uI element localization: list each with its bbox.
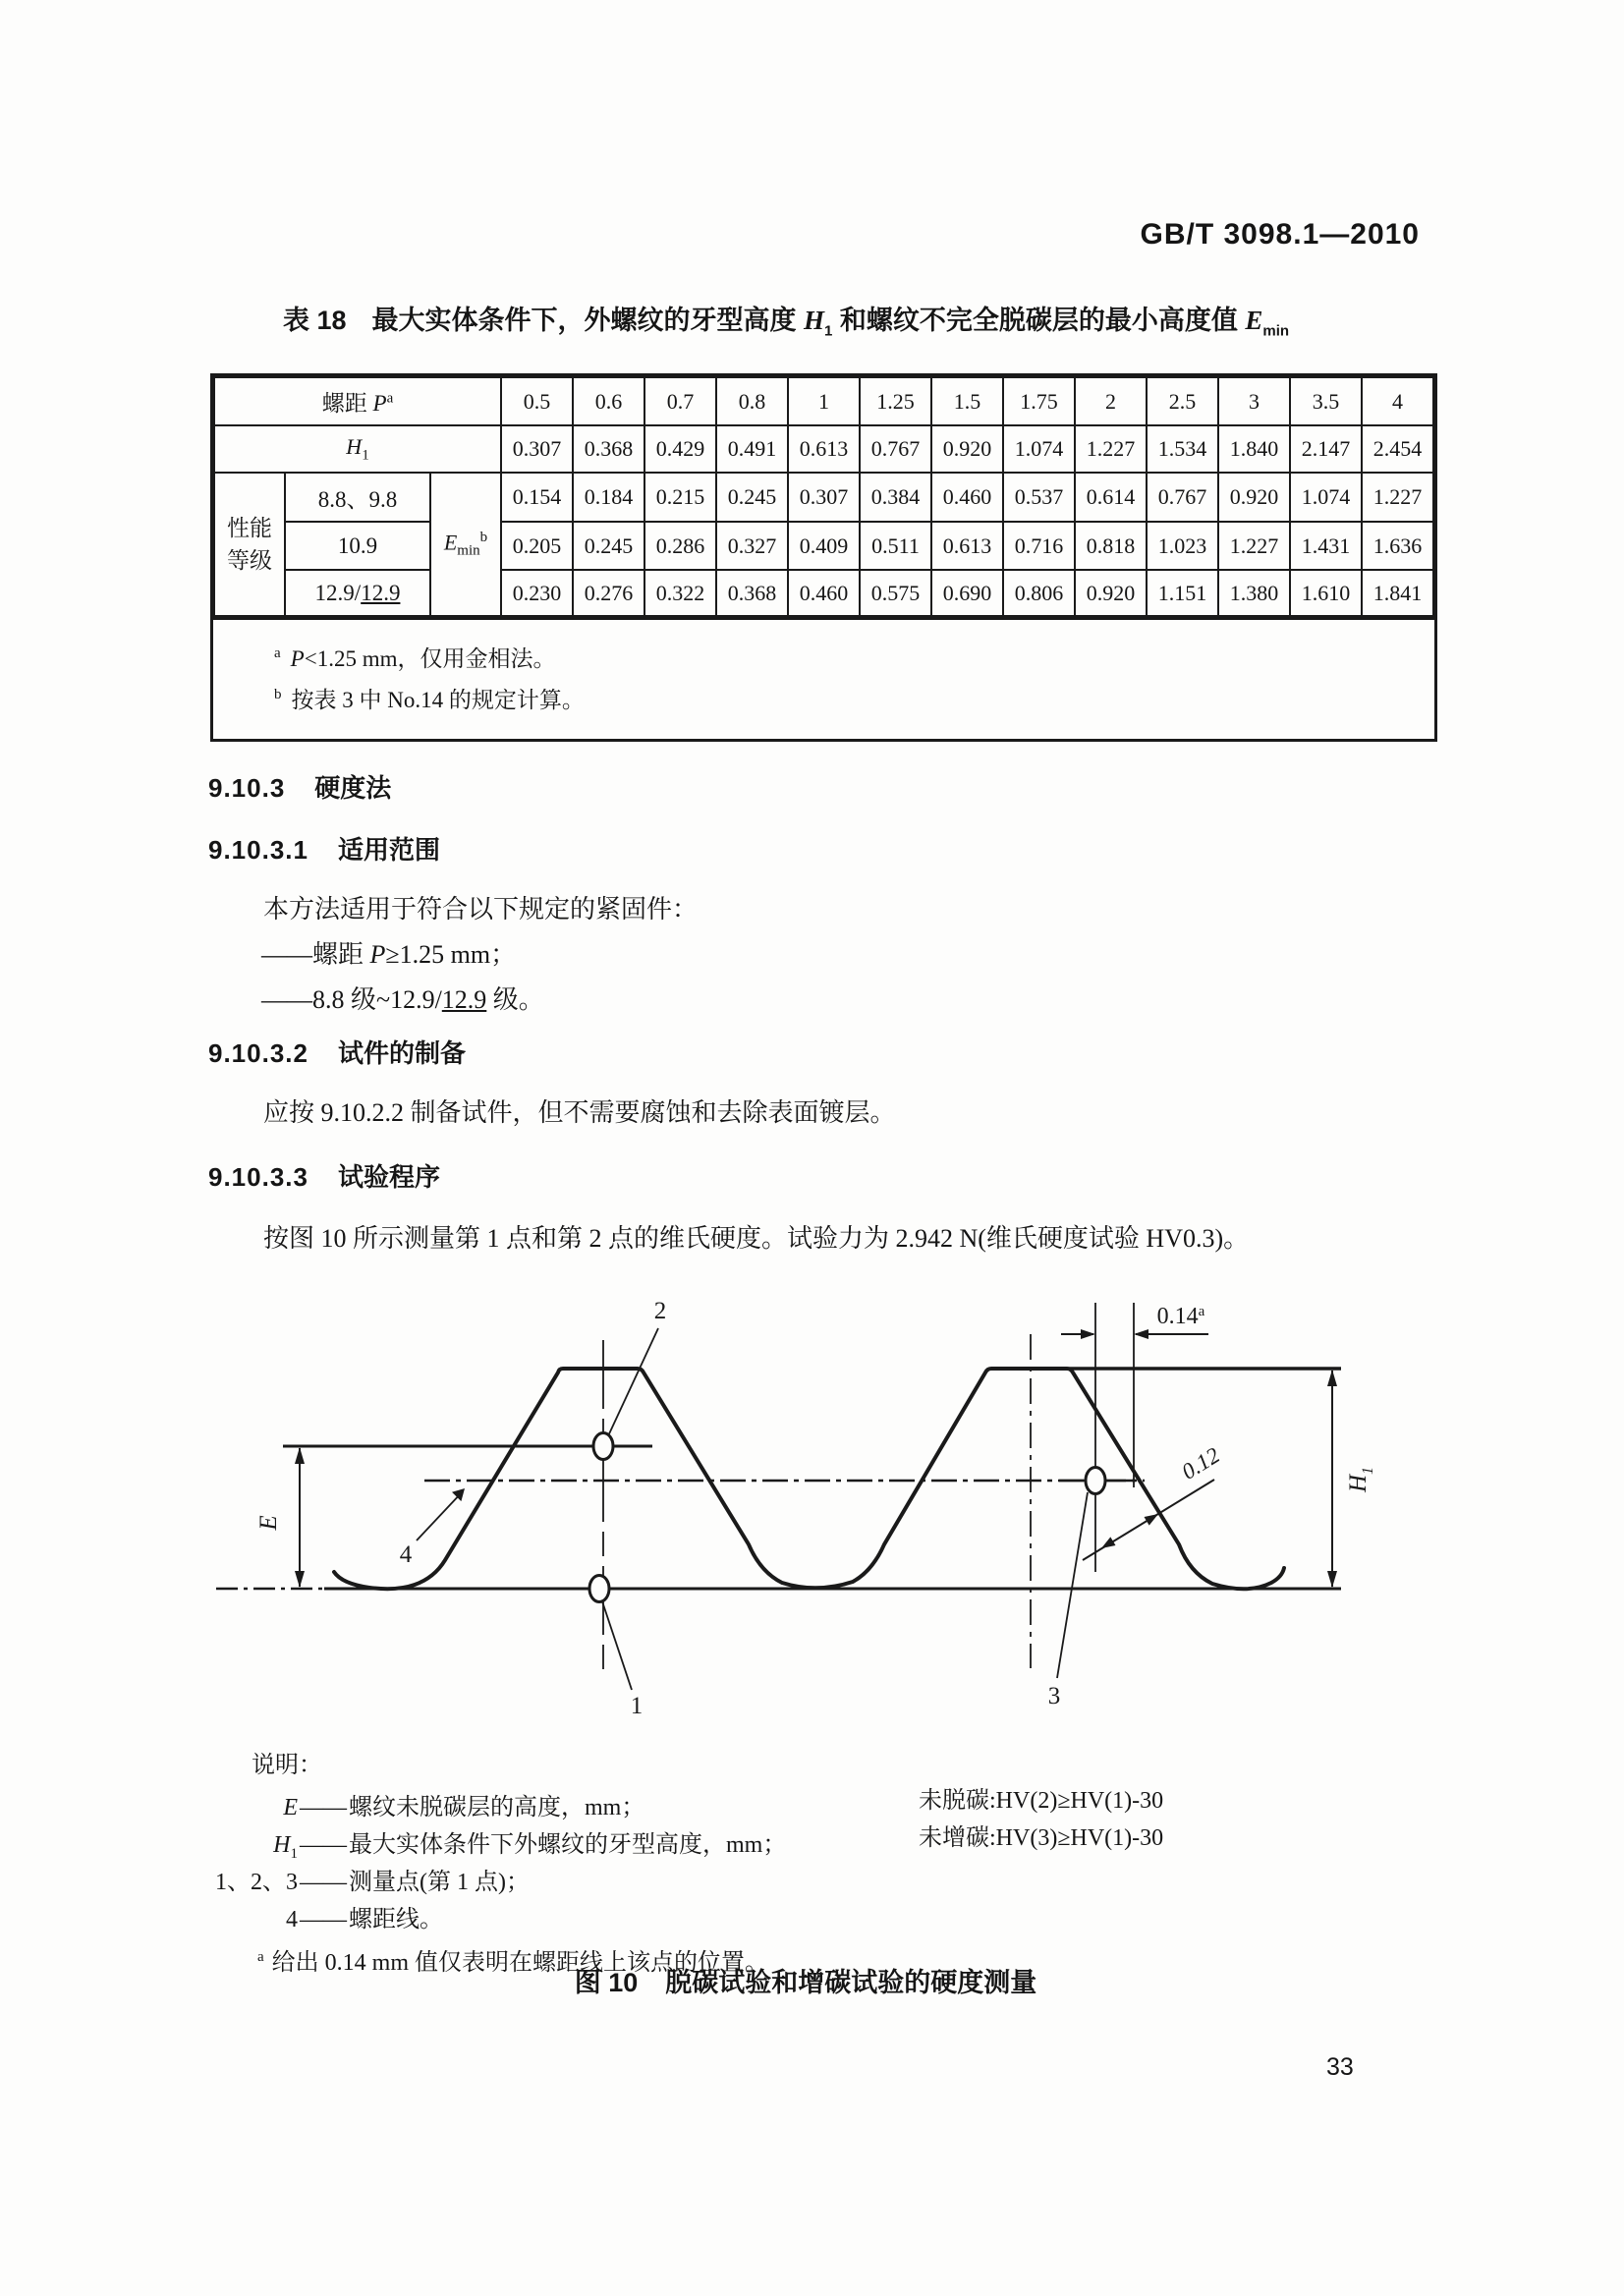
- value-cell: 3.5: [1290, 377, 1362, 425]
- list-item-pitch: ——螺距 P≥1.25 mm；: [261, 940, 517, 969]
- table18-caption-label: 表 18: [282, 306, 347, 335]
- value-cell: 0.716: [1003, 522, 1075, 570]
- measurement-point-2: [593, 1433, 613, 1460]
- dimension-E-label: E: [255, 1515, 282, 1531]
- value-cell: 0.205: [501, 522, 573, 570]
- value-cell: 0.368: [573, 425, 644, 473]
- value-cell: 0.818: [1075, 522, 1147, 570]
- value-cell: 1.380: [1218, 570, 1290, 616]
- measurement-point-3: [1086, 1468, 1105, 1494]
- value-cell: 0.806: [1003, 570, 1075, 616]
- label-point-1: 1: [630, 1693, 644, 1719]
- arrowhead: [1327, 1370, 1337, 1386]
- value-cell: 1.074: [1003, 425, 1075, 473]
- value-cell: 0.429: [644, 425, 716, 473]
- table18-caption-text2: 和螺纹不完全脱碳层的最小高度值: [832, 306, 1246, 335]
- value-cell: 0.511: [860, 522, 931, 570]
- value-cell: 3: [1218, 377, 1290, 425]
- heading-9-10-3-3: 9.10.3.3 试验程序: [208, 1162, 440, 1192]
- value-cell: 0.460: [931, 473, 1003, 522]
- table18: [210, 373, 1437, 742]
- value-cell: 0.537: [1003, 473, 1075, 522]
- heading-9-10-3: 9.10.3 硬度法: [208, 773, 392, 803]
- table18-grid: [213, 376, 1434, 617]
- value-cell: 0.920: [1075, 570, 1147, 616]
- emin-header-cell: $E_{min}^b$: [430, 473, 501, 616]
- figure-footnote-a: $^a$ 给出 0.14 mm 值仅表明在螺距线上该点的位置。: [257, 1949, 769, 1976]
- paragraph-scope: 本方法适用于符合以下规定的紧固件：: [263, 895, 699, 924]
- value-cell: 0.245: [573, 522, 644, 570]
- value-cell: 0.920: [1218, 473, 1290, 522]
- value-cell: 0.460: [788, 570, 860, 616]
- value-cell: 1.25: [860, 377, 931, 425]
- value-cell: 0.767: [860, 425, 931, 473]
- value-cell: 1.074: [1290, 473, 1362, 522]
- legend-item-points: 1、2、3 —— 测量点(第 1 点)；: [215, 1870, 530, 1895]
- table-row-pitch: [214, 377, 1433, 425]
- value-cell: 0.409: [788, 522, 860, 570]
- paragraph-procedure: 按图 10 所示测量第 1 点和第 2 点的维氏硬度。试验力为 2.942 N(维氏硬度试验 HV0.3)。: [263, 1224, 1250, 1253]
- table18-caption-text1: 最大实体条件下，外螺纹的牙型高度: [371, 306, 804, 335]
- dimension-012-label: 0.12: [1177, 1442, 1224, 1484]
- value-cell: 1.431: [1290, 522, 1362, 570]
- value-cell: 0.613: [788, 425, 860, 473]
- legend-item-pitchline: 4 —— 螺距线。: [286, 1907, 443, 1932]
- label-pitchline-4: 4: [399, 1541, 413, 1568]
- label-point-2: 2: [653, 1298, 667, 1324]
- table-row-h1: [214, 425, 1433, 473]
- value-cell: 1.227: [1362, 473, 1433, 522]
- grade-cell: 10.9: [285, 522, 430, 570]
- symbol-H: H: [804, 306, 825, 335]
- value-cell: 1.534: [1147, 425, 1218, 473]
- value-cell: 2.147: [1290, 425, 1362, 473]
- thread-profile: [334, 1369, 1284, 1589]
- criterion-no-carburization: 未增碳:HV(3)≥HV(1)-30: [919, 1825, 1164, 1851]
- table18-caption: 表 18 最大实体条件下，外螺纹的牙型高度 $H_1$ 和螺纹不完全脱碳层的最小高度值 $E_{min}$: [282, 306, 1290, 340]
- standard-code: GB/T 3098.1—2010: [1140, 218, 1420, 251]
- value-cell: 2: [1075, 377, 1147, 425]
- value-cell: 1.636: [1362, 522, 1433, 570]
- value-cell: 0.614: [1075, 473, 1147, 522]
- value-cell: 0.384: [860, 473, 931, 522]
- value-cell: 4: [1362, 377, 1433, 425]
- legend-title: 说明：: [252, 1753, 322, 1778]
- value-cell: 0.491: [716, 425, 788, 473]
- value-cell: 0.6: [573, 377, 644, 425]
- performance-grade-header: 性能 等级: [214, 473, 285, 616]
- value-cell: 1.840: [1218, 425, 1290, 473]
- dimension-014-label: 0.14$^a$: [1156, 1304, 1205, 1329]
- value-cell: 0.307: [788, 473, 860, 522]
- grade-cell: 8.8、9.8: [285, 473, 430, 522]
- value-cell: 0.613: [931, 522, 1003, 570]
- h1-header-cell: $H_1$: [214, 425, 501, 473]
- arrowhead: [1101, 1537, 1116, 1548]
- arrowhead: [452, 1488, 465, 1501]
- value-cell: 0.7: [644, 377, 716, 425]
- value-cell: 1.227: [1218, 522, 1290, 570]
- arrowhead: [295, 1571, 305, 1588]
- value-cell: 0.575: [860, 570, 931, 616]
- value-cell: 0.5: [501, 377, 573, 425]
- value-cell: 1.227: [1075, 425, 1147, 473]
- arrowhead: [1145, 1514, 1159, 1526]
- value-cell: 1.75: [1003, 377, 1075, 425]
- table-row-grade-10-9: [214, 522, 1433, 570]
- heading-9-10-3-1: 9.10.3.1 适用范围: [208, 835, 440, 865]
- arrowhead: [295, 1447, 305, 1464]
- value-cell: 0.307: [501, 425, 573, 473]
- table-footnotes: [213, 617, 1434, 739]
- value-cell: 0.215: [644, 473, 716, 522]
- leader-point3: [1057, 1492, 1088, 1678]
- arrowhead: [1081, 1329, 1095, 1339]
- value-cell: 0.690: [931, 570, 1003, 616]
- label-point-3: 3: [1047, 1683, 1061, 1709]
- figure-caption-label: 图 10: [574, 1968, 639, 1997]
- value-cell: 1.841: [1362, 570, 1433, 616]
- measurement-point-1: [589, 1576, 609, 1602]
- value-cell: 0.322: [644, 570, 716, 616]
- table-row-grade-8-9: [214, 473, 1433, 522]
- dimension-H1-label: $H_1$: [1345, 1466, 1376, 1493]
- pitch-header-cell: 螺距 $P^a$: [214, 377, 501, 425]
- symbol-E: E: [1245, 306, 1263, 335]
- criterion-no-decarburization: 未脱碳:HV(2)≥HV(1)-30: [919, 1788, 1164, 1814]
- value-cell: 0.286: [644, 522, 716, 570]
- value-cell: 0.184: [573, 473, 644, 522]
- value-cell: 0.767: [1147, 473, 1218, 522]
- value-cell: 1.151: [1147, 570, 1218, 616]
- leader-pitchline-4: [417, 1491, 463, 1540]
- figure-10-drawing: [177, 1277, 1444, 1729]
- page-number: 33: [1326, 2053, 1354, 2081]
- value-cell: 1: [788, 377, 860, 425]
- value-cell: 0.276: [573, 570, 644, 616]
- figure-caption-title: 脱碳试验和增碳试验的硬度测量: [665, 1968, 1037, 1997]
- footnote-b: $^b$ 按表 3 中 No.14 的规定计算。: [274, 687, 585, 712]
- value-cell: 2.454: [1362, 425, 1433, 473]
- value-cell: 0.245: [716, 473, 788, 522]
- value-cell: 0.368: [716, 570, 788, 616]
- value-cell: 0.920: [931, 425, 1003, 473]
- value-cell: 2.5: [1147, 377, 1218, 425]
- heading-9-10-3-2: 9.10.3.2 试件的制备: [208, 1038, 466, 1068]
- arrowhead: [1327, 1571, 1337, 1588]
- leader-point1: [602, 1601, 632, 1690]
- paragraph-preparation: 应按 9.10.2.2 制备试件，但不需要腐蚀和去除表面镀层。: [263, 1098, 896, 1127]
- figure-caption: [157, 1961, 1454, 1999]
- value-cell: 0.327: [716, 522, 788, 570]
- arrowhead: [1134, 1329, 1148, 1339]
- footnote-a: $^a$ P<1.25 mm，仅用金相法。: [274, 645, 556, 671]
- figure-legend: [156, 1745, 786, 1977]
- table-row-grade-12-9: [214, 570, 1433, 616]
- list-item-grades: ——8.8 级~12.9/12.9 级。: [261, 985, 544, 1014]
- value-cell: 1.5: [931, 377, 1003, 425]
- hardness-criteria: [919, 1780, 1163, 1855]
- legend-item-H1: $H_1$ —— 最大实体条件下外螺纹的牙型高度，mm；: [273, 1832, 787, 1862]
- legend-item-E: E —— 螺纹未脱碳层的高度，mm；: [283, 1795, 645, 1820]
- value-cell: 0.230: [501, 570, 573, 616]
- grade-cell: 12.9/12.9: [285, 570, 430, 616]
- value-cell: 0.154: [501, 473, 573, 522]
- value-cell: 1.023: [1147, 522, 1218, 570]
- value-cell: 0.8: [716, 377, 788, 425]
- value-cell: 1.610: [1290, 570, 1362, 616]
